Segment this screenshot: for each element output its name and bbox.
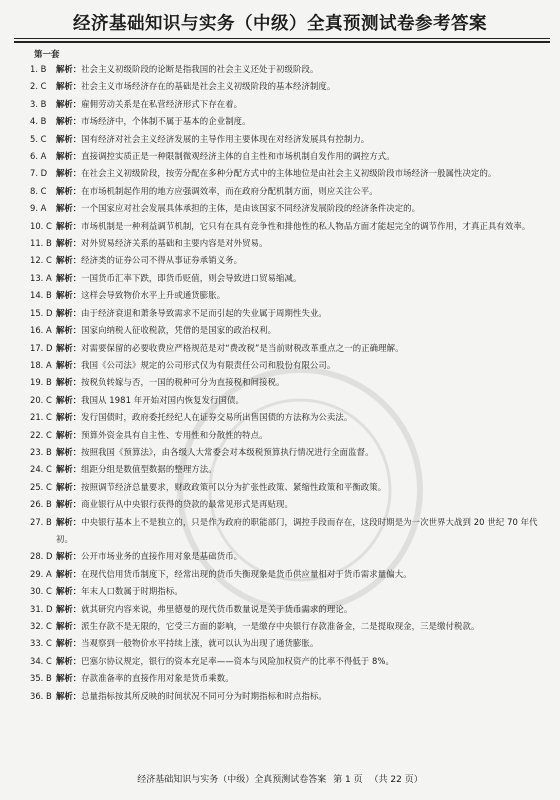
answer-number: 11. B (30, 238, 52, 249)
answer-item (30, 392, 550, 409)
analysis-keyword: 解析： (56, 377, 82, 388)
analysis-keyword: 解析： (56, 98, 82, 109)
answer-item (30, 583, 550, 600)
answer-body (56, 601, 550, 618)
answer-number: 9. A (30, 203, 47, 214)
answer-item (30, 96, 550, 113)
answer-number: 21. C (30, 412, 52, 423)
analysis-text: 按照调节经济总量要求，财政政策可以分为扩张性政策、紧缩性政策和平衡政策。 (81, 481, 387, 492)
answer-body (56, 635, 550, 652)
analysis-keyword: 解析： (56, 203, 82, 214)
answer-item (30, 131, 550, 148)
answer-number: 5. C (30, 133, 47, 144)
analysis-keyword: 解析： (56, 220, 82, 231)
answer-item (30, 252, 550, 269)
answer-body (56, 548, 550, 565)
answer-item (30, 496, 550, 513)
answer-item (30, 183, 550, 200)
answer-body (56, 583, 550, 600)
answer-number: 18. A (30, 359, 52, 370)
answer-item (30, 688, 550, 705)
answer-body (56, 235, 550, 252)
answer-item (30, 461, 550, 478)
analysis-text: 对需要保留的必要收费应严格规范是对“费改税”是当前财税改革重点之一的正确理解。 (81, 342, 404, 353)
answer-item (30, 670, 550, 687)
answer-body (56, 496, 550, 513)
answer-item (30, 618, 550, 635)
answer-item (30, 113, 550, 130)
answer-number: 36. B (30, 690, 52, 701)
analysis-keyword: 解析： (56, 342, 82, 353)
answer-number: 8. C (30, 185, 47, 196)
answer-body (56, 461, 550, 478)
answer-item (30, 165, 550, 182)
analysis-keyword: 解析： (56, 464, 82, 475)
analysis-keyword: 解析： (56, 185, 82, 196)
answer-body (56, 653, 550, 670)
answer-body (56, 566, 550, 583)
answer-number: 32. C (30, 621, 52, 631)
answer-number: 34. C (30, 655, 52, 666)
analysis-text: 组距分组是数值型数据的整理方法。 (81, 464, 217, 475)
answer-item (30, 322, 550, 339)
footer-doc-title: 经济基础知识与实务（中级）全真预测试卷答案 (137, 775, 327, 785)
answer-item (30, 444, 550, 461)
answer-item (30, 218, 550, 235)
analysis-text: 一国货币汇率下跌，即货币贬值，则会导致进口贸易缩减。 (81, 272, 302, 283)
analysis-keyword: 解析： (56, 394, 82, 405)
page-footer (0, 772, 560, 785)
answer-body (56, 514, 550, 549)
answer-number: 1. B (30, 64, 47, 74)
answer-body (56, 165, 550, 182)
answer-number: 29. A (30, 568, 52, 579)
answer-item (30, 479, 550, 496)
analysis-text: 经济类的证券公司不得从事证券承销义务。 (81, 255, 243, 266)
answer-body (56, 61, 550, 78)
answer-item (30, 78, 550, 95)
answer-item (30, 409, 550, 426)
analysis-text: 市场经济中，个体制不属于基本的企业制度。 (81, 116, 251, 127)
answer-item (30, 340, 550, 357)
answer-number: 27. B (30, 516, 52, 527)
analysis-keyword: 解析： (56, 272, 82, 283)
analysis-text: 中央银行基本上不是独立的，只是作为政府的职能部门，调控手段而存在，这段时期是为一次世界大战到 20 世纪 70 年代初。 (56, 516, 538, 544)
analysis-text: 按照我国《预算法》，由各级人大常委会对本级税预算执行情况进行全面监督。 (81, 446, 374, 457)
answer-item (30, 635, 550, 652)
answer-body (56, 322, 550, 339)
answer-body (56, 148, 550, 165)
answer-body (56, 392, 550, 409)
analysis-keyword: 解析： (56, 290, 82, 301)
answer-number: 14. B (30, 290, 52, 301)
analysis-text: 雇佣劳动关系是在私营经济形式下存在着。 (81, 98, 243, 109)
analysis-keyword: 解析： (56, 412, 82, 423)
answer-body (56, 96, 550, 113)
analysis-keyword: 解析： (56, 168, 82, 179)
answer-number: 31. D (30, 603, 53, 614)
analysis-text: 我国从 1981 年开始对国内恢复发行国债。 (81, 394, 244, 405)
analysis-text: 这样会导致物价水平上升或通货膨胀。 (81, 290, 226, 301)
answer-item (30, 374, 550, 391)
answer-body (56, 340, 550, 357)
answer-body (56, 183, 550, 200)
analysis-keyword: 解析： (56, 621, 82, 631)
analysis-keyword: 解析： (56, 325, 82, 336)
analysis-keyword: 解析： (56, 551, 82, 562)
analysis-text: 在社会主义初级阶段，按劳分配在多种分配方式中的主体地位是由社会主义初级阶段市场经济一般属性决定的。 (81, 168, 497, 179)
answer-item (30, 61, 550, 78)
answer-item (30, 270, 550, 287)
answer-number: 22. C (30, 429, 52, 440)
analysis-keyword: 解析： (56, 116, 82, 127)
answer-item (30, 235, 550, 252)
analysis-text: 年末人口数属于时期指标。 (81, 586, 183, 597)
answer-body (56, 357, 550, 374)
analysis-text: 预算外资金具有自主性、专用性和分散性的特点。 (81, 429, 268, 440)
analysis-keyword: 解析： (56, 81, 82, 92)
analysis-text: 一个国家应对社会发展具体承担的主体，是由该国家不同经济发展阶段的经济条件决定的。 (81, 203, 421, 214)
answer-body (56, 218, 550, 235)
analysis-text: 社会主义市场经济存在的基础是社会主义初级阶段的基本经济制度。 (81, 81, 336, 92)
analysis-keyword: 解析： (56, 603, 82, 614)
analysis-keyword: 解析： (56, 690, 82, 701)
analysis-keyword: 解析： (56, 151, 82, 162)
answer-item (30, 601, 550, 618)
analysis-text: 在现代信用货币制度下，经常出现的货币失衡现象是货币供应量相对于货币需求量偏大。 (81, 568, 412, 579)
answer-item (30, 653, 550, 670)
page-title: 经济基础知识与实务（中级）全真预测试卷参考答案 (73, 14, 487, 34)
answer-item (30, 548, 550, 565)
answer-number: 3. B (30, 98, 47, 109)
answer-number: 19. B (30, 377, 52, 388)
analysis-keyword: 解析： (56, 516, 82, 527)
answer-body (56, 252, 550, 269)
analysis-text: 存款准备率的直接作用对象是货币乘数。 (81, 673, 234, 684)
answer-list (30, 61, 550, 705)
analysis-keyword: 解析： (56, 481, 82, 492)
analysis-keyword: 解析： (56, 359, 82, 370)
answer-item (30, 200, 550, 217)
analysis-text: 社会主义初级阶段的论断是指我国的社会主义还处于初级阶段。 (81, 64, 319, 74)
analysis-text: 直接调控实质正是一种限制微观经济主体的自主性和市场机制自发作用的调控方式。 (81, 151, 395, 162)
answer-body (56, 618, 550, 635)
answer-number: 16. A (30, 325, 52, 336)
answer-body (56, 113, 550, 130)
set-label: 第一套 (34, 50, 60, 60)
answer-number: 23. B (30, 446, 52, 457)
analysis-text: 市场机制是一种利益调节机制，它只有在具有竞争性和排他性的私人物品方面才能起完全的调节作用，才真正具有效率。 (81, 220, 531, 231)
analysis-text: 按税负转嫁与否，一国的税种可分为直接税和间接税。 (81, 377, 285, 388)
answer-number: 25. C (30, 481, 52, 492)
answer-number: 13. A (30, 272, 52, 283)
answer-body (56, 444, 550, 461)
answer-item (30, 357, 550, 374)
title-divider (14, 38, 550, 39)
answer-number: 26. B (30, 499, 52, 510)
analysis-keyword: 解析： (56, 255, 82, 266)
answer-number: 33. C (30, 638, 52, 649)
answer-body (56, 131, 550, 148)
answer-number: 28. D (30, 551, 53, 562)
answer-item (30, 287, 550, 304)
answer-body (56, 270, 550, 287)
answer-body (56, 688, 550, 705)
analysis-keyword: 解析： (56, 638, 82, 649)
answer-number: 7. D (30, 168, 48, 179)
answer-number: 15. D (30, 307, 53, 318)
answer-body (56, 427, 550, 444)
answer-number: 10. C (30, 220, 52, 231)
analysis-keyword: 解析： (56, 238, 82, 249)
answer-number: 20. C (30, 394, 52, 405)
analysis-keyword: 解析： (56, 446, 82, 457)
answer-body (56, 200, 550, 217)
answer-item (30, 566, 550, 583)
answer-body (56, 409, 550, 426)
title-divider-thick (14, 41, 550, 43)
answer-item (30, 427, 550, 444)
answer-body (56, 670, 550, 687)
analysis-text: 在市场机制起作用的地方应强调效率，而在政府分配机制方面，则应关注公平。 (81, 185, 378, 196)
analysis-text: 由于经济衰退和萧条导致需求不足而引起的失业属于周期性失业。 (81, 307, 327, 318)
answer-number: 30. C (30, 586, 52, 597)
analysis-text: 我国《公司法》规定的公司形式仅为有限责任公司和股份有限公司。 (81, 359, 336, 370)
answer-item (30, 514, 550, 549)
analysis-text: 公开市场业务的直接作用对象是基础货币。 (81, 551, 243, 562)
answer-body (56, 78, 550, 95)
analysis-keyword: 解析： (56, 673, 82, 684)
analysis-keyword: 解析： (56, 307, 82, 318)
analysis-keyword: 解析： (56, 499, 82, 510)
answer-number: 24. C (30, 464, 52, 475)
answer-body (56, 374, 550, 391)
footer-page-number: 第 1 页 (333, 775, 363, 785)
analysis-text: 国有经济对社会主义经济发展的主导作用主要体现在对经济发展具有控制力。 (81, 133, 370, 144)
answer-number: 17. D (30, 342, 53, 353)
analysis-text: 派生存款不是无限的，它受三方面的影响，一是缴存中央银行存款准备金，二是提取现金，三是缴付税款。 (81, 621, 480, 631)
analysis-text: 发行国债时，政府委托经纪人在证券交易所出售国债的方法称为公卖法。 (81, 412, 353, 423)
analysis-keyword: 解析： (56, 568, 82, 579)
analysis-keyword: 解析： (56, 586, 82, 597)
answer-body (56, 305, 550, 322)
analysis-text: 巴塞尔协议规定，银行的资本充足率——资本与风险加权资产的比率不得低于 8%。 (81, 655, 394, 666)
answer-number: 35. B (30, 673, 52, 684)
analysis-text: 总量指标按其所反映的时间状况不同可分为时期指标和时点指标。 (81, 690, 327, 701)
analysis-text: 国家向纳税人征收税款，凭借的是国家的政治权利。 (81, 325, 277, 336)
analysis-text: 就其研究内容来说，弗里德曼的现代货币数量说是关于货币需求的理论。 (81, 603, 353, 614)
answer-number: 2. C (30, 81, 47, 92)
answer-item (30, 305, 550, 322)
answer-item (30, 148, 550, 165)
answer-number: 4. B (30, 116, 47, 127)
analysis-text: 对外贸易经济关系的基础和主要内容是对外贸易。 (81, 238, 268, 249)
analysis-keyword: 解析： (56, 133, 82, 144)
analysis-keyword: 解析： (56, 64, 82, 74)
analysis-keyword: 解析： (56, 429, 82, 440)
analysis-text: 商业银行从中央银行获得的贷款的最常见形式是再贴现。 (81, 499, 293, 510)
analysis-keyword: 解析： (56, 655, 82, 666)
footer-total-pages: （共 22 页） (369, 775, 423, 785)
answer-number: 12. C (30, 255, 52, 266)
answer-number: 6. A (30, 151, 47, 162)
answer-body (56, 479, 550, 496)
answer-body (56, 287, 550, 304)
analysis-text: 当观察到一般物价水平持续上涨，就可以认为出现了通货膨胀。 (81, 638, 319, 649)
